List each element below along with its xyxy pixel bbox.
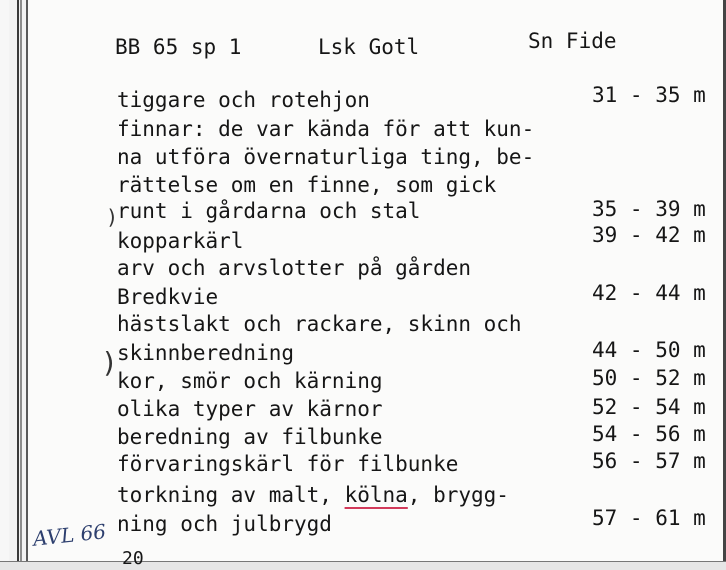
entry-text: beredning av filbunke [117,425,383,449]
entry-text: finnar: de var kända för att kun- [117,117,535,141]
entry-text: na utföra övernaturliga ting, be- [117,145,535,169]
scan-edge [0,0,9,569]
entry-text: kopparkärl [117,229,244,253]
page-number: 20 [122,548,144,569]
pencil-bracket-mark: ) [101,346,118,379]
entry-text: rättelse om en finne, som gick [117,173,497,197]
entry-text: Bredkvie [117,285,219,309]
entry-text-part: , brygg- [407,483,509,507]
scan-edge-line [17,0,19,569]
entry-text: ning och julbrygd [117,512,332,536]
entry-range: 56 - 57 m [592,449,706,473]
entry-text: skinnberedning [117,341,295,365]
entry-range: 44 - 50 m [592,338,706,362]
scan-edge-line-secondary [20,0,22,569]
underlined-word-kolna: kölna [344,483,408,507]
entry-range: 52 - 54 m [592,395,706,419]
entry-text: hästslakt och rackare, skinn och [117,312,522,336]
entry-range: 31 - 35 m [592,83,706,107]
entry-range: 50 - 52 m [592,366,706,390]
entry-text: förvaringskärl för filbunke [117,452,459,476]
entry-text: arv och arvslotter på gården [117,256,472,280]
entry-range: 57 - 61 m [592,506,706,530]
entry-text: olika typer av kärnor [117,397,383,421]
pencil-note: AVL 66 [31,519,108,551]
entry-text: kor, smör och kärning [117,369,383,393]
card-landskap: Lsk Gotl [318,35,420,59]
entry-text-part: torkning av malt, [117,483,345,507]
entry-range: 42 - 44 m [592,281,706,305]
entry-range: 54 - 56 m [592,422,706,446]
card-socken: Sn Fide [528,29,617,53]
entry-text: tiggare och rotehjon [117,88,370,112]
entry-text: runt i gårdarna och stal [117,199,421,223]
pencil-bracket-mark: ) [106,205,119,229]
entry-range: 35 - 39 m [592,197,706,221]
entry-range: 39 - 42 m [592,223,706,247]
card-reference: BB 65 sp 1 [115,35,242,59]
entry-text-malt [117,485,509,506]
